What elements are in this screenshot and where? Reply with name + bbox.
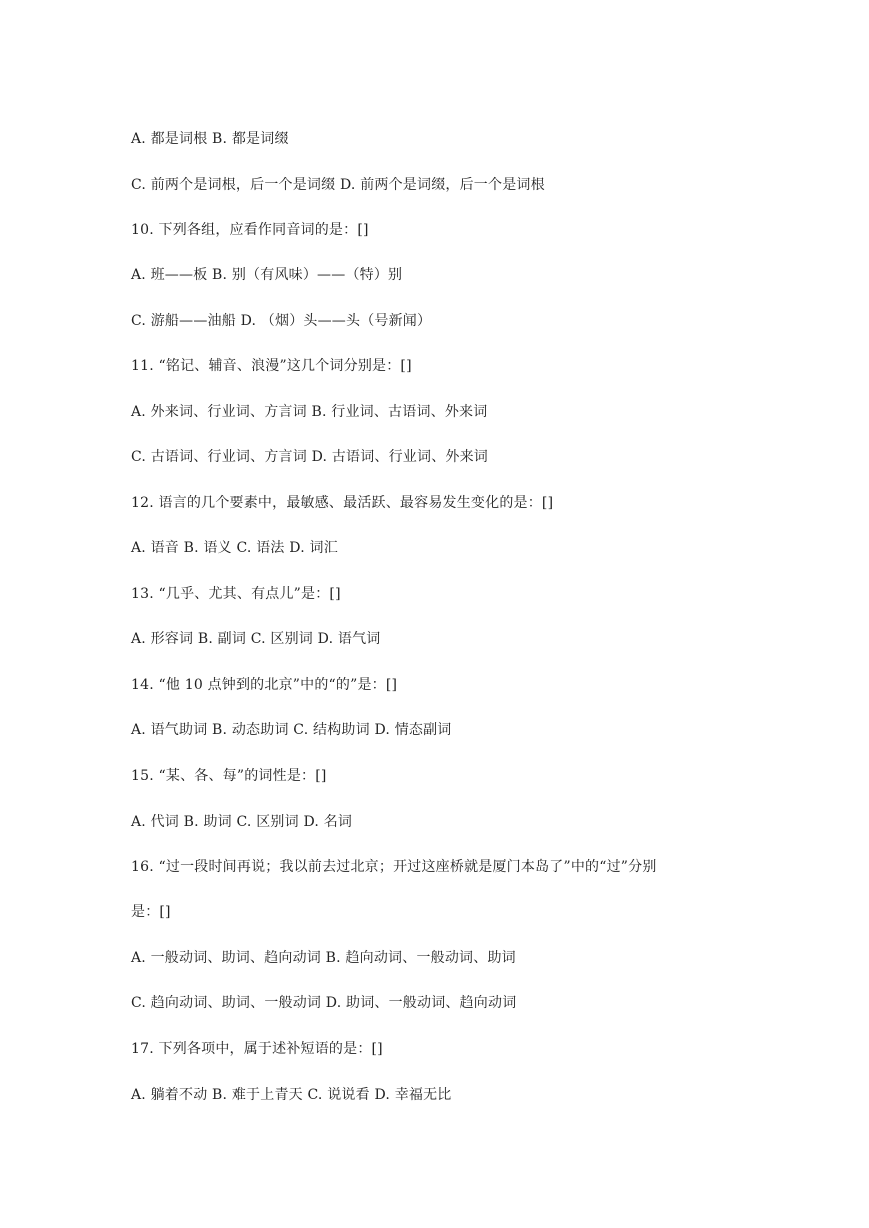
option-line-q15: A. 代词 B. 助词 C. 区别词 D. 名词 [131,814,353,830]
option-line-q17: A. 躺着不动 B. 难于上青天 C. 说说看 D. 幸福无比 [131,1087,452,1103]
option-line-q9-ab: A. 都是词根 B. 都是词缀 [131,131,289,147]
question-12: 12. 语言的几个要素中，最敏感、最活跃、最容易发生变化的是：[] [131,495,554,511]
question-10: 10. 下列各组，应看作同音词的是：[] [131,222,369,238]
option-line-q10-cd: C. 游船——油船 D. （烟）头——头（号新闻） [131,313,432,329]
question-13: 13. “几乎、尤其、有点儿”是：[] [131,586,341,602]
option-line-q14: A. 语气助词 B. 动态助词 C. 结构助词 D. 情态副词 [131,722,452,738]
option-line-q16-cd: C. 趋向动词、助词、一般动词 D. 助词、一般动词、趋向动词 [131,995,517,1011]
option-line-q11-cd: C. 古语词、行业词、方言词 D. 古语词、行业词、外来词 [131,449,488,465]
question-15: 15. “某、各、每”的词性是：[] [131,768,327,784]
question-16-continued: 是：[] [131,904,171,920]
option-line-q11-ab: A. 外来词、行业词、方言词 B. 行业词、古语词、外来词 [131,404,488,420]
question-16: 16. “过一段时间再说；我以前去过北京；开过这座桥就是厦门本岛了”中的“过”分别 [131,859,657,875]
option-line-q12: A. 语音 B. 语义 C. 语法 D. 词汇 [131,540,338,556]
question-11: 11. “铭记、辅音、浪漫”这几个词分别是：[] [131,358,412,374]
option-line-q10-ab: A. 班——板 B. 别（有风味）——（特）别 [131,267,403,283]
question-17: 17. 下列各项中，属于述补短语的是：[] [131,1041,383,1057]
option-line-q9-cd: C. 前两个是词根，后一个是词缀 D. 前两个是词缀，后一个是词根 [131,177,545,193]
option-line-q16-ab: A. 一般动词、助词、趋向动词 B. 趋向动词、一般动词、助词 [131,950,516,966]
option-line-q13: A. 形容词 B. 副词 C. 区别词 D. 语气词 [131,631,381,647]
question-14: 14. “他 10 点钟到的北京”中的“的”是：[] [131,677,398,693]
